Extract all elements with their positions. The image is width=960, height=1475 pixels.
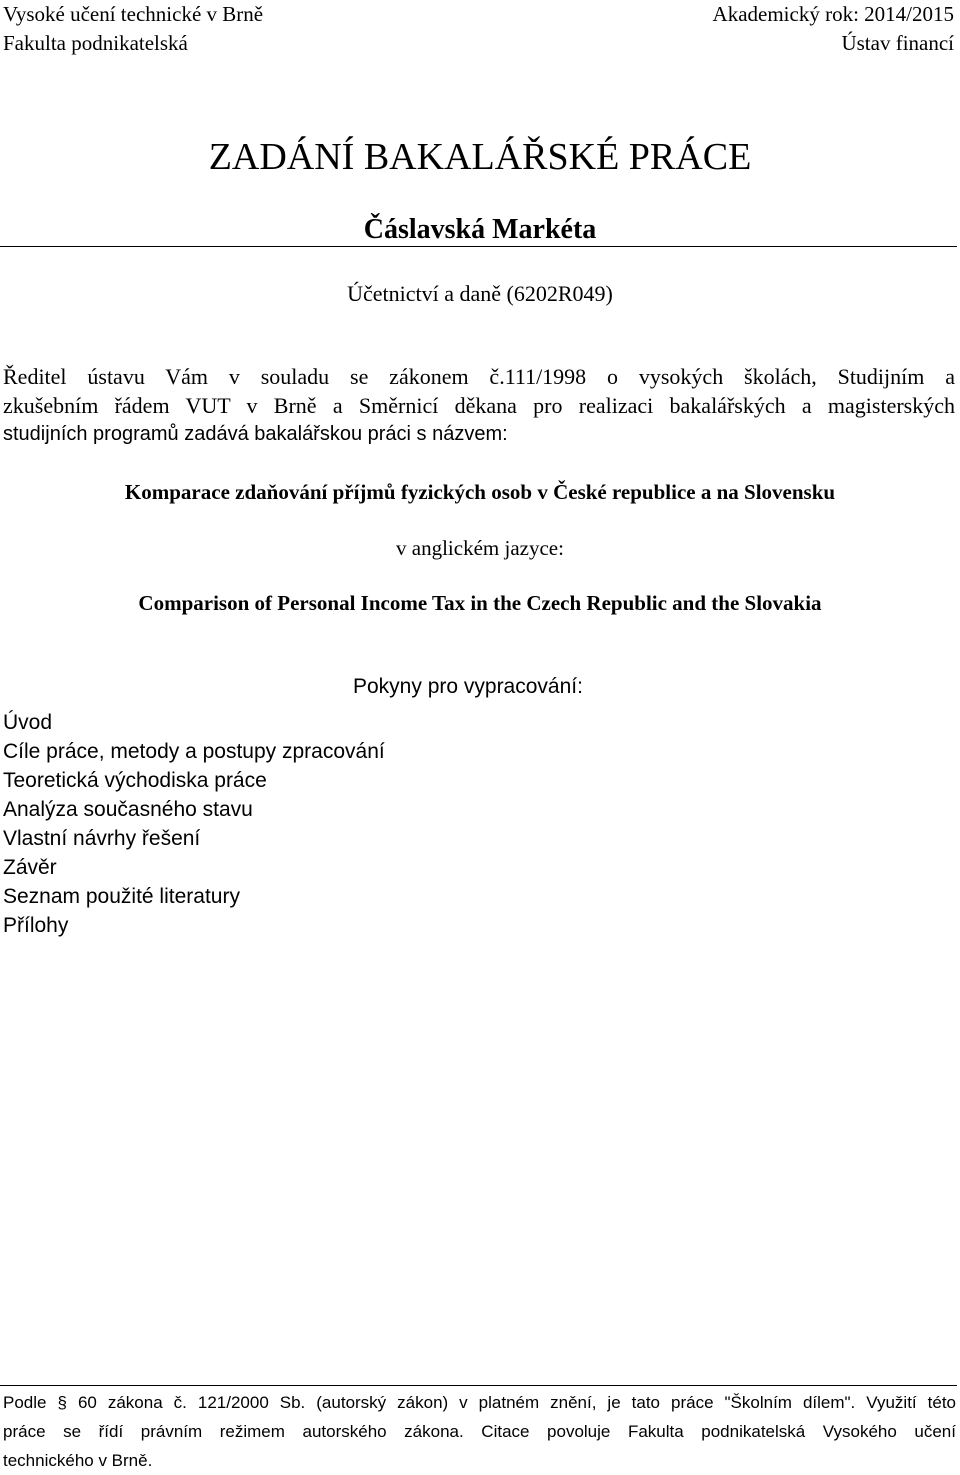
english-language-label: v anglickém jazyce: — [396, 536, 564, 560]
outline-item: Úvod — [3, 711, 53, 734]
document-title: ZADÁNÍ BAKALÁŘSKÉ PRÁCE — [208, 136, 752, 178]
intro-paragraph — [3, 362, 955, 449]
intro-line: Ředitel ústavu Vám v souladu se zákonem č.111/1998 o vysokých školách, Studijním a — [3, 364, 955, 389]
instructions-heading: Pokyny pro vypracování: — [353, 675, 583, 698]
copyright-notice — [3, 1388, 956, 1475]
outline-item: Teoretická východiska práce — [3, 769, 267, 792]
footer-line: technického v Brně. — [3, 1451, 153, 1470]
section-sign: § — [57, 1393, 67, 1412]
thesis-title-czech: Komparace zdaňování příjmů fyzických osob v České republice a na Slovensku — [124, 480, 836, 504]
outline-item: Cíle práce, metody a postupy zpracování — [3, 740, 385, 763]
intro-line: studijních programů zadává bakalářskou práci s názvem: — [3, 423, 508, 445]
outline-list — [3, 708, 385, 940]
outline-item: Vlastní návrhy řešení — [3, 827, 201, 850]
student-name-rule — [0, 246, 957, 247]
footer-prefix: Podle — [3, 1393, 47, 1412]
outline-item: Analýza současného stavu — [3, 798, 253, 821]
student-name: Čáslavská Markéta — [363, 214, 597, 245]
footer-rule — [0, 1385, 957, 1386]
footer-line1-text: 60 zákona č. 121/2000 Sb. (autorský zákon) v platném znění, je tato práce "Školním dílem". Využití této — [77, 1393, 956, 1412]
thesis-title-english: Comparison of Personal Income Tax in the Czech Republic and the Slovakia — [138, 591, 822, 615]
faculty-name: Fakulta podnikatelská — [3, 31, 188, 55]
footer-line — [3, 1388, 956, 1417]
outline-item: Závěr — [3, 856, 57, 879]
department-name: Ústav financí — [841, 31, 954, 55]
footer-line: práce se řídí právním režimem autorského zákona. Citace povoluje Fakulta podnikatelská Vysokého učení — [3, 1422, 956, 1441]
university-name: Vysoké učení technické v Brně — [3, 2, 264, 26]
study-program: Účetnictví a daně (6202R049) — [347, 281, 613, 306]
intro-line: zkušebním řádem VUT v Brně a Směrnicí děkana pro realizaci bakalářských a magisterských — [3, 393, 955, 418]
academic-year: Akademický rok: 2014/2015 — [712, 2, 954, 26]
outline-item: Seznam použité literatury — [3, 885, 240, 908]
outline-item: Přílohy — [3, 914, 69, 937]
